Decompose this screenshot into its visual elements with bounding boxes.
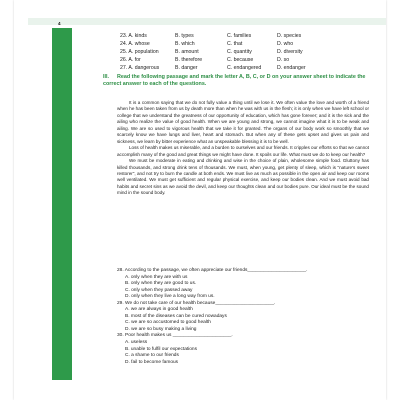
- option-cell: C. quantity: [227, 49, 252, 56]
- option-cell: B. amount: [175, 49, 199, 56]
- option-cell: C. endangered: [227, 65, 262, 72]
- option-cell: D. who: [277, 41, 294, 48]
- answer-option: A. useless: [125, 340, 148, 346]
- header-band: [28, 18, 386, 25]
- answer-option: B. most of the diseases can be cured nowadays: [125, 313, 227, 319]
- option-cell: B. types: [175, 33, 194, 39]
- question-stem: 29. We do not take care of our health because______________________.: [117, 300, 276, 306]
- answer-option: C. only when they passed away: [125, 287, 193, 293]
- reading-passage: [117, 100, 369, 197]
- option-cell: 25. A. population: [120, 49, 159, 56]
- question-block: [117, 268, 369, 301]
- page-number: 4: [58, 21, 61, 26]
- option-cell: 26. A. for: [120, 57, 141, 64]
- answer-option: C. we are so accustomed to good health: [125, 320, 211, 326]
- answer-option: A. we are always in good health: [125, 307, 193, 313]
- answer-option: B. only when they are good to us.: [125, 281, 197, 287]
- option-cell: 24. A. whose: [120, 41, 150, 48]
- option-cell: 23. A. kinds: [120, 33, 147, 39]
- side-band: [52, 28, 72, 380]
- section-number: III.: [103, 74, 109, 80]
- option-cell: B. danger: [175, 65, 198, 72]
- answer-option: D. fail to become famous: [125, 359, 179, 365]
- passage-paragraph: We must be moderate in eating and drinking and wise in the choice of plain, wholesome simple food. Gluttony has killed thousands, and strong drink tens of thousands. We must, when young, get plenty of sleep, which is “nature’s sweet restorer”, and not try to burn the candle at both ends. We must live as much as possible in the open air and keep our rooms well ventilated. We must get sufficient and regular physical exercise, and keep our bodies clean. And we must avoid bad habits and secret sins as we avoid the devil, and keep our thoughts clean and our bodies pure. Our ideal must be the sound mind in the sound body.: [117, 158, 369, 196]
- question-block: [117, 301, 369, 334]
- question-list: [117, 268, 369, 366]
- answer-option: A. only when they are with us: [125, 274, 188, 280]
- option-cell: D. so: [277, 57, 290, 64]
- option-cell: 27. A. dangerous: [120, 65, 160, 72]
- option-cell: D. endanger: [277, 65, 306, 72]
- question-block: [117, 333, 369, 366]
- option-cell: C. families: [227, 33, 252, 39]
- option-cell: C. that: [227, 41, 243, 48]
- passage-paragraph: It is a common saying that we do not fully value a thing until we lose it. We often value the love and worth of a friend when he has been taken from us by death more than when he was with us in the flesh; it is only when we have left school or college that we understand the greatness of our opportunity of education, which has gone forever; and it is the sick and the ailing who realize the value of good health. When we are young and strong, we cannot imagine what it is to be weak and ailing. We are so used to vigorous health that we take it for granted. The organs of our body work so smoothly that we scarcely know we have lungs and liver, heart and stomach. But when any of these gets upset and gives us pain and sickness, we learn by bitter experience what an unspeakable blessing it is to be well.: [117, 100, 369, 144]
- question-stem: 30. Poor health makes us ______________________.: [117, 333, 233, 339]
- options-table: [120, 33, 325, 72]
- answer-option: D. only when they live a long way from us.: [125, 294, 215, 300]
- option-cell: B. which: [175, 41, 195, 48]
- section-instruction: Read the following passage and mark the letter A, B, C, or D on your answer sheet to indicate the correct answer to each of the questions.: [103, 74, 366, 88]
- answer-option: C. a shame to our friends: [125, 353, 179, 359]
- option-cell: B. therefore: [175, 57, 203, 64]
- answer-option: B. unable to fulfil our expectations: [125, 346, 197, 352]
- option-cell: D. diversity: [277, 49, 303, 56]
- passage-paragraph: Loss of health makes us miserable, and a burden to ourselves and our friends. It cripples our efforts so that we cannot accomplish many of the good and great things we might have done. It spoils our life. What must we do to keep our health?: [117, 145, 369, 157]
- answer-option: D. we are so busy making a living: [125, 326, 197, 332]
- question-stem: 28. According to the passage, we often appreciate our friends______________________.: [117, 268, 308, 273]
- option-cell: C. because: [227, 57, 254, 64]
- option-cell: D. species: [277, 33, 302, 39]
- section-heading: [103, 74, 371, 88]
